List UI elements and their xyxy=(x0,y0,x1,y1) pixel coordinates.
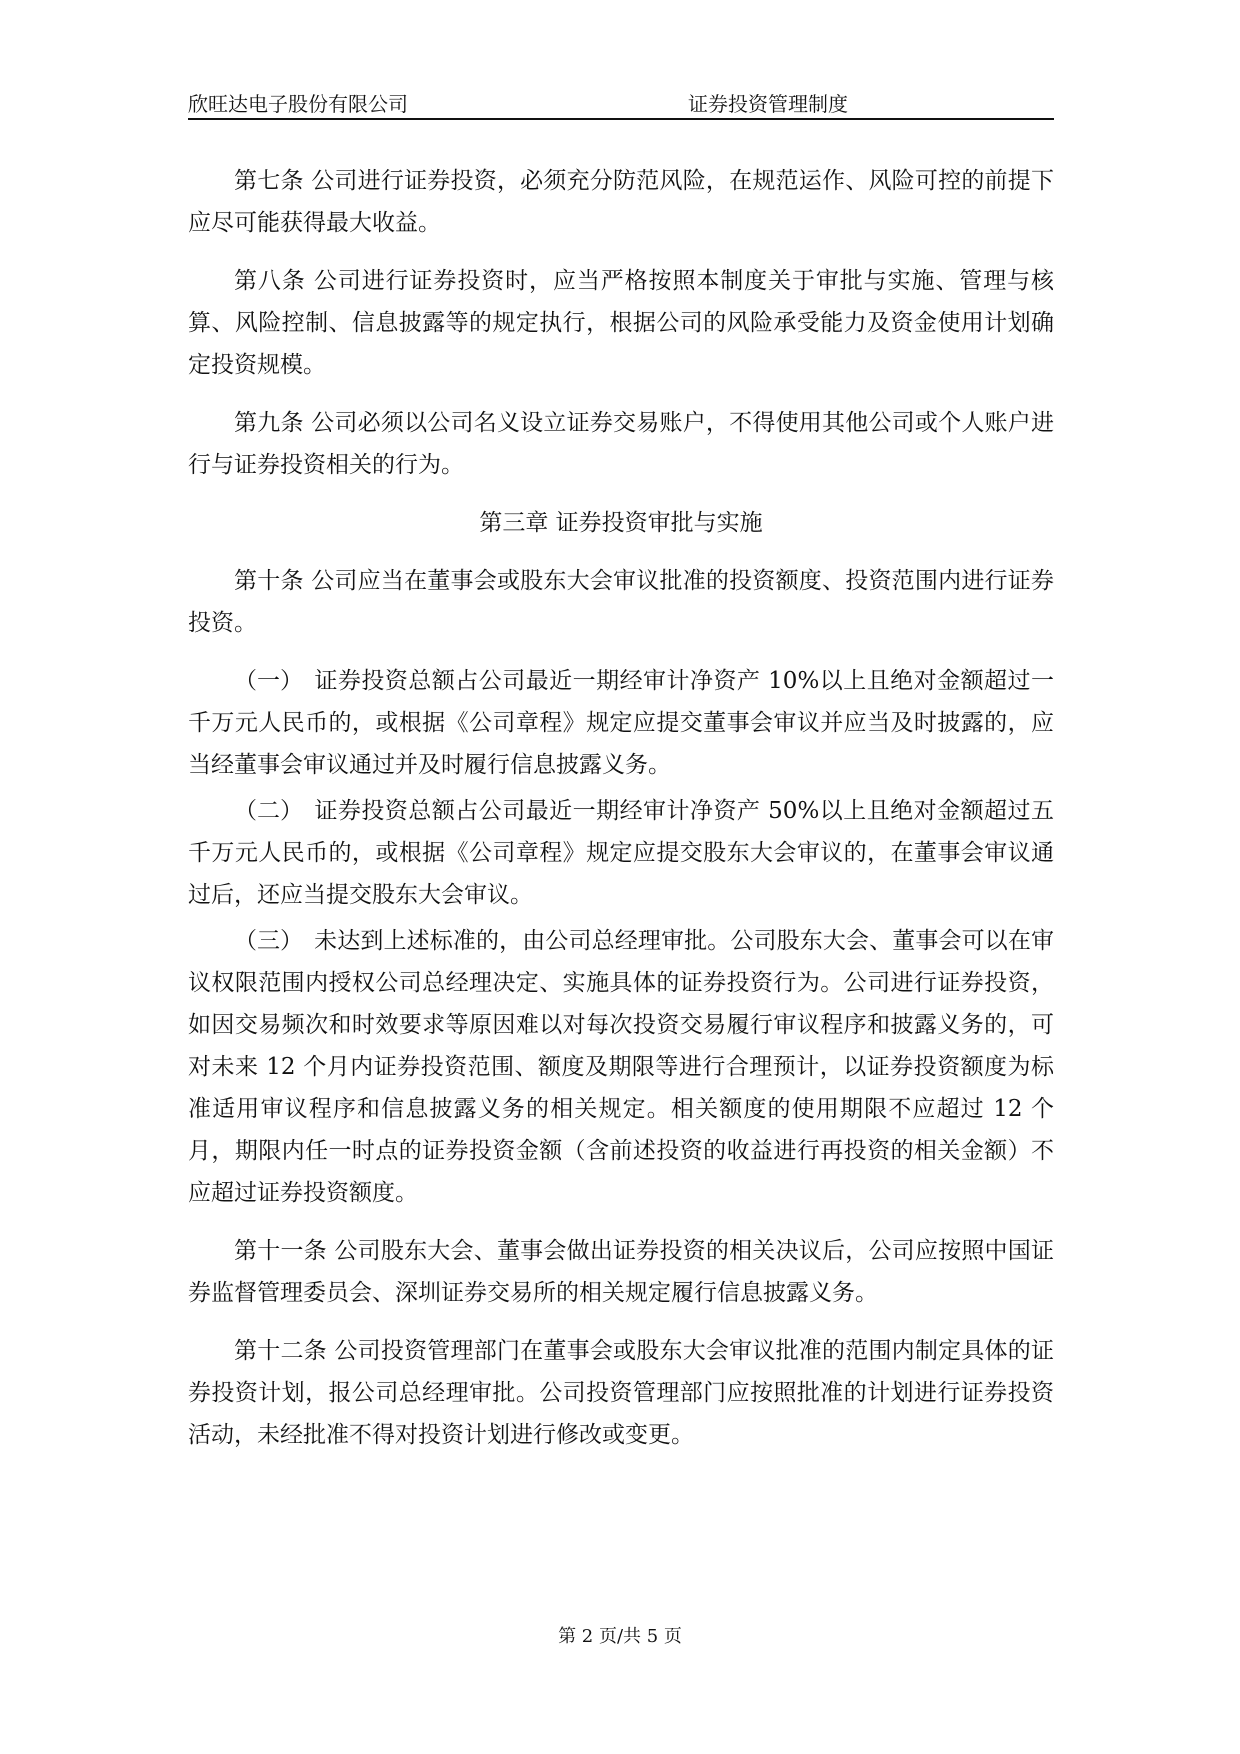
list-item-2 xyxy=(188,790,1054,916)
list-item-number: （三） xyxy=(234,928,303,954)
list-item-number: （一） xyxy=(234,668,303,694)
list-item-number: （二） xyxy=(234,798,303,824)
chapter-heading: 第三章 证券投资审批与实施 xyxy=(479,510,763,536)
article-12: 第十二条 公司投资管理部门在董事会或股东大会审议批准的范围内制定具体的证券投资计划，报公司总经理审批。公司投资管理部门应按照批准的计划进行证券投资活动，未经批准不得对投资计划进行修改或变更。 xyxy=(188,1338,1054,1448)
article-7: 第七条 公司进行证券投资，必须充分防范风险，在规范运作、风险可控的前提下应尽可能获得最大收益。 xyxy=(188,168,1054,236)
document-body xyxy=(188,160,1054,1472)
article-11: 第十一条 公司股东大会、董事会做出证券投资的相关决议后，公司应按照中国证券监督管理委员会、深圳证券交易所的相关规定履行信息披露义务。 xyxy=(188,1238,1054,1306)
page-number: 第 2 页/共 5 页 xyxy=(558,1626,682,1647)
document-title: 证券投资管理制度 xyxy=(688,92,848,116)
article-9: 第九条 公司必须以公司名义设立证券交易账户，不得使用其他公司或个人账户进行与证券投资相关的行为。 xyxy=(188,410,1054,478)
page-header xyxy=(188,88,1054,120)
article-10: 第十条 公司应当在董事会或股东大会审议批准的投资额度、投资范围内进行证券投资。 xyxy=(188,568,1054,636)
list-item-1 xyxy=(188,660,1054,786)
list-item-3 xyxy=(188,920,1054,1214)
list-item-text: 未达到上述标准的，由公司总经理审批。公司股东大会、董事会可以在审议权限范围内授权公司总经理决定、实施具体的证券投资行为。公司进行证券投资，如因交易频次和时效要求等原因难以对每次投资交易履行审议程序和披露义务的，可对未来 12 个月内证券投资范围、额度及期限等进行合理预计，以证券投资额度为标准适用审议程序和信息披露义务的相关规定。相关额度的使用期限不应超过 12 个月，期限内任一时点的证券投资金额（含前述投资的收益进行再投资的相关金额）不应超过证券投资额度。 xyxy=(188,928,1054,1206)
company-name: 欣旺达电子股份有限公司 xyxy=(188,92,408,116)
article-8: 第八条 公司进行证券投资时，应当严格按照本制度关于审批与实施、管理与核算、风险控制、信息披露等的规定执行，根据公司的风险承受能力及资金使用计划确定投资规模。 xyxy=(188,268,1054,378)
list-item-text: 证券投资总额占公司最近一期经审计净资产 10%以上且绝对金额超过一千万元人民币的，或根据《公司章程》规定应提交董事会审议并应当及时披露的，应当经董事会审议通过并及时履行信息披露义务。 xyxy=(188,668,1054,778)
list-item-text: 证券投资总额占公司最近一期经审计净资产 50%以上且绝对金额超过五千万元人民币的，或根据《公司章程》规定应提交股东大会审议的，在董事会审议通过后，还应当提交股东大会审议。 xyxy=(188,798,1054,908)
